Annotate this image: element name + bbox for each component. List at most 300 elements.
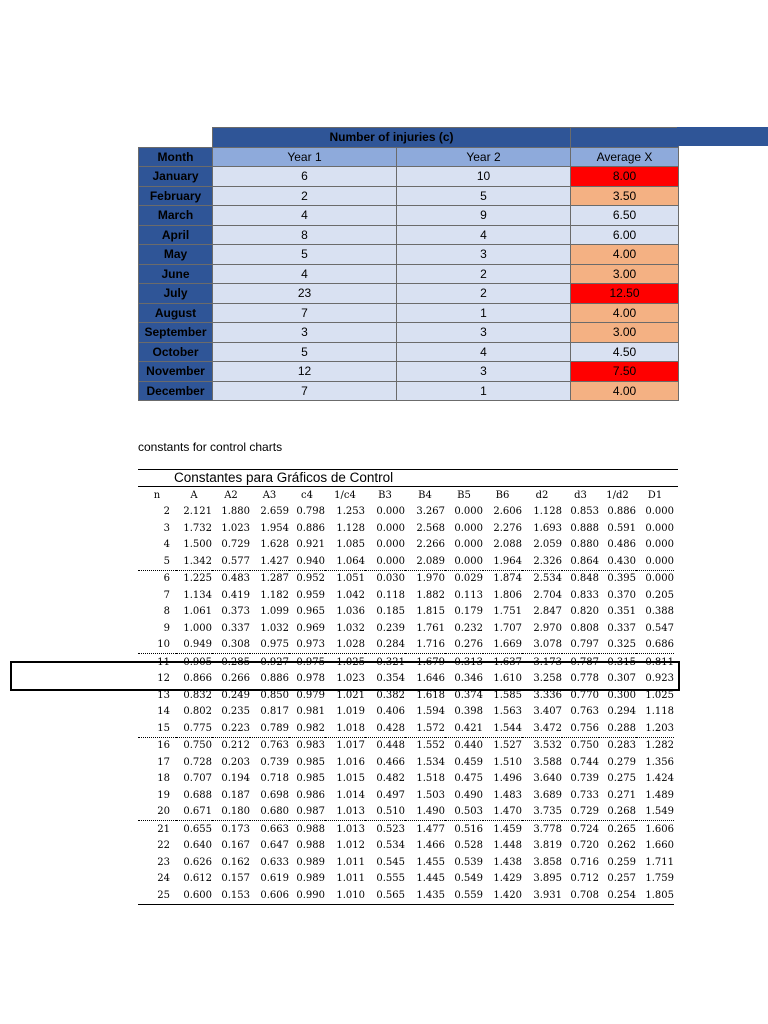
constant-cell: 1.483 [493, 789, 522, 801]
year-2-cell: 2 [397, 284, 571, 304]
constant-cell: 0.591 [607, 522, 636, 534]
constant-cell: 0.000 [645, 506, 674, 518]
constant-cell: 1.099 [260, 606, 289, 618]
constant-cell: 0.663 [260, 823, 289, 835]
constants-row [138, 504, 674, 521]
constants-row [138, 804, 674, 821]
injury-table [138, 127, 679, 401]
constants-row [138, 570, 674, 587]
injury-row [139, 225, 679, 245]
constant-cell: 0.763 [570, 706, 599, 718]
constant-cell: 1.036 [336, 606, 365, 618]
constant-cell: 0.965 [296, 606, 325, 618]
constant-cell: 1.420 [483, 887, 522, 904]
constant-cell: 0.113 [454, 589, 483, 601]
constant-cell: 0.516 [454, 823, 483, 835]
constant-cell: 1.134 [183, 589, 212, 601]
constant-cell: 1.182 [260, 589, 289, 601]
constant-cell: 1.882 [416, 589, 445, 601]
constant-cell: 0.989 [296, 856, 325, 868]
constant-cell: 1.500 [183, 539, 212, 551]
constant-cell: 0.285 [221, 656, 250, 668]
constant-cell: 0.797 [562, 637, 599, 654]
sample-size-cell: 25 [138, 887, 176, 904]
constants-header-cell: A2 [224, 489, 238, 501]
constant-cell: 0.388 [645, 606, 674, 618]
constant-cell: 0.187 [221, 789, 250, 801]
constant-cell: 0.787 [570, 656, 599, 668]
year-1-cell: 3 [213, 323, 397, 343]
year-1-cell: 5 [213, 245, 397, 265]
month-cell: July [139, 284, 213, 304]
constant-cell: 0.886 [296, 522, 325, 534]
average-cell: 3.00 [571, 323, 679, 343]
constant-cell: 0.716 [570, 856, 599, 868]
average-cell: 4.50 [571, 342, 679, 362]
constant-cell: 1.711 [645, 856, 674, 868]
constant-cell: 0.729 [221, 539, 250, 551]
month-cell: October [139, 342, 213, 362]
constants-row [138, 887, 674, 904]
constant-cell: 0.647 [260, 840, 289, 852]
average-cell: 7.50 [571, 362, 679, 382]
constant-cell: 0.985 [296, 756, 325, 768]
year-2-cell: 10 [397, 167, 571, 187]
constant-cell: 0.949 [176, 637, 212, 654]
constant-cell: 1.455 [416, 856, 445, 868]
constant-cell: 0.848 [570, 573, 599, 585]
constant-cell: 0.373 [221, 606, 250, 618]
month-cell: February [139, 186, 213, 206]
constants-header-cell: A [190, 489, 198, 501]
constants-row [138, 821, 674, 838]
month-cell: January [139, 167, 213, 187]
constant-cell: 1.880 [221, 506, 250, 518]
constant-cell: 0.983 [296, 740, 325, 752]
constant-cell: 1.016 [336, 756, 365, 768]
sample-size-cell: 20 [138, 804, 176, 821]
constant-cell: 0.978 [296, 673, 325, 685]
constant-cell: 3.895 [533, 873, 562, 885]
constants-row [138, 637, 674, 654]
constant-cell: 0.565 [365, 887, 405, 904]
constant-cell: 2.088 [493, 539, 522, 551]
constant-cell: 0.000 [454, 522, 483, 534]
constant-cell: 1.759 [645, 873, 674, 885]
constant-cell: 0.853 [570, 506, 599, 518]
constant-cell: 1.225 [183, 573, 212, 585]
sample-size-cell: 3 [163, 522, 170, 534]
constant-cell: 1.019 [336, 706, 365, 718]
constant-cell: 1.042 [336, 589, 365, 601]
constant-cell: 0.528 [454, 840, 483, 852]
constant-cell: 0.612 [183, 873, 212, 885]
average-cell: 4.00 [571, 303, 679, 323]
constant-cell: 0.988 [296, 840, 325, 852]
constants-row [138, 787, 674, 804]
constant-cell: 1.489 [645, 789, 674, 801]
constants-header-cell: B6 [495, 489, 510, 501]
constant-cell: 0.308 [212, 637, 250, 654]
constant-cell: 1.064 [325, 553, 365, 570]
constants-header-cell: n [153, 489, 161, 501]
constant-cell: 0.756 [562, 720, 599, 737]
constant-cell: 0.988 [296, 823, 325, 835]
constant-cell: 3.532 [533, 740, 562, 752]
constant-cell: 0.000 [636, 553, 674, 570]
year-2-cell: 2 [397, 264, 571, 284]
constant-cell: 1.563 [493, 706, 522, 718]
constant-cell: 1.490 [405, 804, 445, 821]
constants-row [138, 553, 674, 570]
constant-cell: 1.032 [336, 622, 365, 634]
constant-cell: 0.986 [296, 789, 325, 801]
constants-header-cell: D1 [647, 489, 663, 501]
constants-header-cell: A3 [262, 489, 277, 501]
constant-cell: 0.235 [221, 706, 250, 718]
constant-cell: 1.023 [336, 673, 365, 685]
constant-cell: 1.646 [416, 673, 445, 685]
year-1-cell: 7 [213, 381, 397, 401]
constant-cell: 1.761 [416, 622, 445, 634]
header-average: Average X [571, 147, 679, 167]
constant-cell: 0.118 [376, 589, 405, 601]
constant-cell: 1.669 [483, 637, 522, 654]
year-2-cell: 3 [397, 323, 571, 343]
constant-cell: 0.157 [221, 873, 250, 885]
constant-cell: 1.518 [416, 773, 445, 785]
constant-cell: 0.510 [365, 804, 405, 821]
sample-size-cell: 22 [157, 840, 170, 852]
constant-cell: 1.028 [325, 637, 365, 654]
constant-cell: 0.864 [562, 553, 599, 570]
constant-cell: 2.089 [405, 553, 445, 570]
constant-cell: 0.162 [221, 856, 250, 868]
sample-size-cell: 4 [163, 539, 170, 551]
constant-cell: 0.249 [221, 689, 250, 701]
year-2-cell: 5 [397, 186, 571, 206]
header-year-2: Year 2 [397, 147, 571, 167]
constant-cell: 0.205 [645, 589, 674, 601]
constant-cell: 0.619 [260, 873, 289, 885]
constant-cell: 1.287 [260, 573, 289, 585]
constant-cell: 0.559 [445, 887, 483, 904]
constant-cell: 2.326 [522, 553, 562, 570]
constants-header-cell: B5 [457, 489, 471, 501]
column-header-row [139, 147, 679, 167]
constant-cell: 0.927 [260, 656, 289, 668]
constant-cell: 1.610 [493, 673, 522, 685]
sample-size-cell: 23 [157, 856, 170, 868]
constant-cell: 0.940 [289, 553, 325, 570]
constant-cell: 0.577 [212, 553, 250, 570]
constants-row [138, 604, 674, 621]
constant-cell: 0.475 [454, 773, 483, 785]
constant-cell: 0.337 [221, 622, 250, 634]
constant-cell: 0.232 [454, 622, 483, 634]
constant-cell: 0.276 [445, 637, 483, 654]
group-header: Number of injuries (c) [213, 128, 571, 148]
constants-header-cell: c4 [301, 489, 313, 501]
constant-cell: 1.679 [416, 656, 445, 668]
constant-cell: 2.276 [493, 522, 522, 534]
constant-cell: 0.194 [221, 773, 250, 785]
constants-header-row [138, 487, 674, 504]
constants-row [138, 620, 674, 637]
constant-cell: 0.398 [454, 706, 483, 718]
constants-row [138, 520, 674, 537]
constant-cell: 0.866 [183, 673, 212, 685]
constant-cell: 1.954 [260, 522, 289, 534]
constant-cell: 1.805 [636, 887, 674, 904]
constant-cell: 1.815 [416, 606, 445, 618]
injury-row [139, 264, 679, 284]
constant-cell: 0.739 [570, 773, 599, 785]
year-2-cell: 3 [397, 362, 571, 382]
constant-cell: 0.640 [183, 840, 212, 852]
injury-row [139, 362, 679, 382]
month-cell: August [139, 303, 213, 323]
constants-header-cell: d3 [574, 489, 587, 501]
constant-cell: 0.430 [599, 553, 636, 570]
constant-cell: 1.021 [336, 689, 365, 701]
sample-size-cell: 6 [163, 573, 170, 585]
constant-cell: 0.321 [376, 656, 405, 668]
constant-cell: 1.527 [493, 740, 522, 752]
constant-cell: 0.000 [454, 506, 483, 518]
injury-row [139, 206, 679, 226]
sample-size-cell: 24 [157, 873, 170, 885]
constants-header-cell: 1/c4 [334, 489, 356, 501]
constant-cell: 3.267 [416, 506, 445, 518]
constant-cell: 0.549 [454, 873, 483, 885]
constant-cell: 0.750 [183, 740, 212, 752]
constant-cell: 0.000 [645, 573, 674, 585]
constant-cell: 0.688 [183, 789, 212, 801]
constant-cell: 2.970 [533, 622, 562, 634]
constant-cell: 0.185 [376, 606, 405, 618]
average-cell: 3.50 [571, 186, 679, 206]
sample-size-cell: 2 [163, 506, 170, 518]
constants-row [138, 771, 674, 788]
constant-cell: 0.789 [250, 720, 289, 737]
constant-cell: 1.448 [493, 840, 522, 852]
constant-cell: 0.808 [570, 622, 599, 634]
month-cell: April [139, 225, 213, 245]
constant-cell: 1.427 [250, 553, 289, 570]
constant-cell: 3.819 [533, 840, 562, 852]
constants-row [138, 871, 674, 888]
constant-cell: 1.693 [533, 522, 562, 534]
injury-row [139, 323, 679, 343]
constant-cell: 0.265 [607, 823, 636, 835]
header-blue-bar [677, 127, 768, 146]
injury-row [139, 303, 679, 323]
constants-header-cell: d2 [535, 489, 549, 501]
constant-cell: 1.585 [493, 689, 522, 701]
constant-cell: 0.266 [221, 673, 250, 685]
constant-cell: 0.698 [260, 789, 289, 801]
constant-cell: 0.798 [296, 506, 325, 518]
constant-cell: 1.466 [416, 840, 445, 852]
constant-cell: 0.539 [454, 856, 483, 868]
constant-cell: 1.013 [325, 804, 365, 821]
constant-cell: 0.382 [376, 689, 405, 701]
constant-cell: 0.346 [454, 673, 483, 685]
sample-size-cell: 10 [138, 637, 176, 654]
constant-cell: 0.833 [570, 589, 599, 601]
year-2-cell: 4 [397, 225, 571, 245]
constant-cell: 0.547 [645, 622, 674, 634]
constant-cell: 0.000 [376, 506, 405, 518]
constant-cell: 1.503 [416, 789, 445, 801]
constant-cell: 0.952 [296, 573, 325, 585]
constant-cell: 0.288 [599, 720, 636, 737]
month-cell: June [139, 264, 213, 284]
blank-corner-cell [139, 128, 213, 148]
constant-cell: 0.545 [376, 856, 405, 868]
constant-cell: 3.258 [533, 673, 562, 685]
month-cell: November [139, 362, 213, 382]
constant-cell: 1.023 [221, 522, 250, 534]
constant-cell: 0.466 [376, 756, 405, 768]
average-cell: 4.00 [571, 245, 679, 265]
constants-row [138, 720, 674, 737]
constant-cell: 0.482 [376, 773, 405, 785]
constant-cell: 1.051 [336, 573, 365, 585]
constants-row [138, 737, 674, 754]
constant-cell: 0.313 [454, 656, 483, 668]
constant-cell: 0.153 [212, 887, 250, 904]
constant-cell: 3.735 [522, 804, 562, 821]
constant-cell: 1.716 [405, 637, 445, 654]
constant-cell: 0.802 [183, 706, 212, 718]
sample-size-cell: 11 [157, 656, 170, 668]
constant-cell: 2.534 [533, 573, 562, 585]
constant-cell: 0.000 [645, 522, 674, 534]
constant-cell: 0.744 [570, 756, 599, 768]
constant-cell: 0.283 [607, 740, 636, 752]
constant-cell: 0.707 [183, 773, 212, 785]
constant-cell: 0.750 [570, 740, 599, 752]
constant-cell: 1.438 [493, 856, 522, 868]
constant-cell: 1.253 [336, 506, 365, 518]
constant-cell: 1.751 [493, 606, 522, 618]
constant-cell: 1.660 [645, 840, 674, 852]
constant-cell: 0.497 [376, 789, 405, 801]
highlight-box-n12 [10, 661, 680, 691]
constant-cell: 0.555 [376, 873, 405, 885]
sample-size-cell: 12 [157, 673, 170, 685]
constant-cell: 0.969 [296, 622, 325, 634]
constant-cell: 0.817 [260, 706, 289, 718]
injury-row [139, 284, 679, 304]
constant-cell: 1.000 [183, 622, 212, 634]
constant-cell: 0.279 [607, 756, 636, 768]
constant-cell: 0.300 [607, 689, 636, 701]
group-header-spacer [571, 128, 679, 148]
average-cell: 3.00 [571, 264, 679, 284]
constant-cell: 1.014 [336, 789, 365, 801]
constant-cell: 0.259 [607, 856, 636, 868]
constant-cell: 1.085 [336, 539, 365, 551]
header-month: Month [139, 147, 213, 167]
constant-cell: 3.689 [533, 789, 562, 801]
constant-cell: 0.680 [250, 804, 289, 821]
constant-cell: 0.459 [454, 756, 483, 768]
constant-cell: 1.025 [645, 689, 674, 701]
year-1-cell: 4 [213, 206, 397, 226]
constant-cell: 0.325 [599, 637, 636, 654]
constant-cell: 0.850 [260, 689, 289, 701]
constant-cell: 0.886 [607, 506, 636, 518]
constants-table [138, 487, 674, 905]
constant-cell: 2.059 [533, 539, 562, 551]
constant-cell: 1.594 [416, 706, 445, 718]
constant-cell: 0.820 [570, 606, 599, 618]
injury-row [139, 381, 679, 401]
constant-cell: 0.180 [212, 804, 250, 821]
constant-cell: 0.880 [570, 539, 599, 551]
constant-cell: 1.435 [405, 887, 445, 904]
constant-cell: 0.975 [250, 637, 289, 654]
constant-cell: 0.294 [607, 706, 636, 718]
constant-cell: 0.763 [260, 740, 289, 752]
constant-cell: 0.655 [183, 823, 212, 835]
constant-cell: 3.472 [522, 720, 562, 737]
constants-row [138, 587, 674, 604]
constant-cell: 2.659 [260, 506, 289, 518]
constant-cell: 1.459 [493, 823, 522, 835]
year-2-cell: 4 [397, 342, 571, 362]
constant-cell: 0.987 [289, 804, 325, 821]
constant-cell: 0.284 [365, 637, 405, 654]
constants-header-cell: 1/d2 [606, 489, 629, 501]
constants-row [138, 537, 674, 554]
sample-size-cell: 5 [138, 553, 176, 570]
constant-cell: 1.128 [533, 506, 562, 518]
sample-size-cell: 18 [157, 773, 170, 785]
constant-cell: 0.271 [607, 789, 636, 801]
average-cell: 8.00 [571, 167, 679, 187]
constant-cell: 0.503 [445, 804, 483, 821]
constant-cell: 0.268 [599, 804, 636, 821]
year-1-cell: 2 [213, 186, 397, 206]
constant-cell: 0.000 [376, 522, 405, 534]
constant-cell: 0.315 [607, 656, 636, 668]
constant-cell: 0.000 [445, 553, 483, 570]
constant-cell: 0.832 [183, 689, 212, 701]
constant-cell: 0.778 [570, 673, 599, 685]
constant-cell: 1.118 [645, 706, 674, 718]
constant-cell: 0.486 [607, 539, 636, 551]
constant-cell: 0.351 [607, 606, 636, 618]
constant-cell: 0.212 [221, 740, 250, 752]
constants-row [138, 854, 674, 871]
constant-cell: 1.707 [493, 622, 522, 634]
constant-cell: 0.626 [183, 856, 212, 868]
constant-cell: 1.470 [483, 804, 522, 821]
constant-cell: 3.778 [533, 823, 562, 835]
constant-cell: 0.979 [296, 689, 325, 701]
constants-row [138, 704, 674, 721]
sample-size-cell: 16 [157, 740, 170, 752]
year-1-cell: 8 [213, 225, 397, 245]
constant-cell: 2.606 [493, 506, 522, 518]
constant-cell: 0.606 [250, 887, 289, 904]
constant-cell: 1.032 [260, 622, 289, 634]
year-1-cell: 5 [213, 342, 397, 362]
